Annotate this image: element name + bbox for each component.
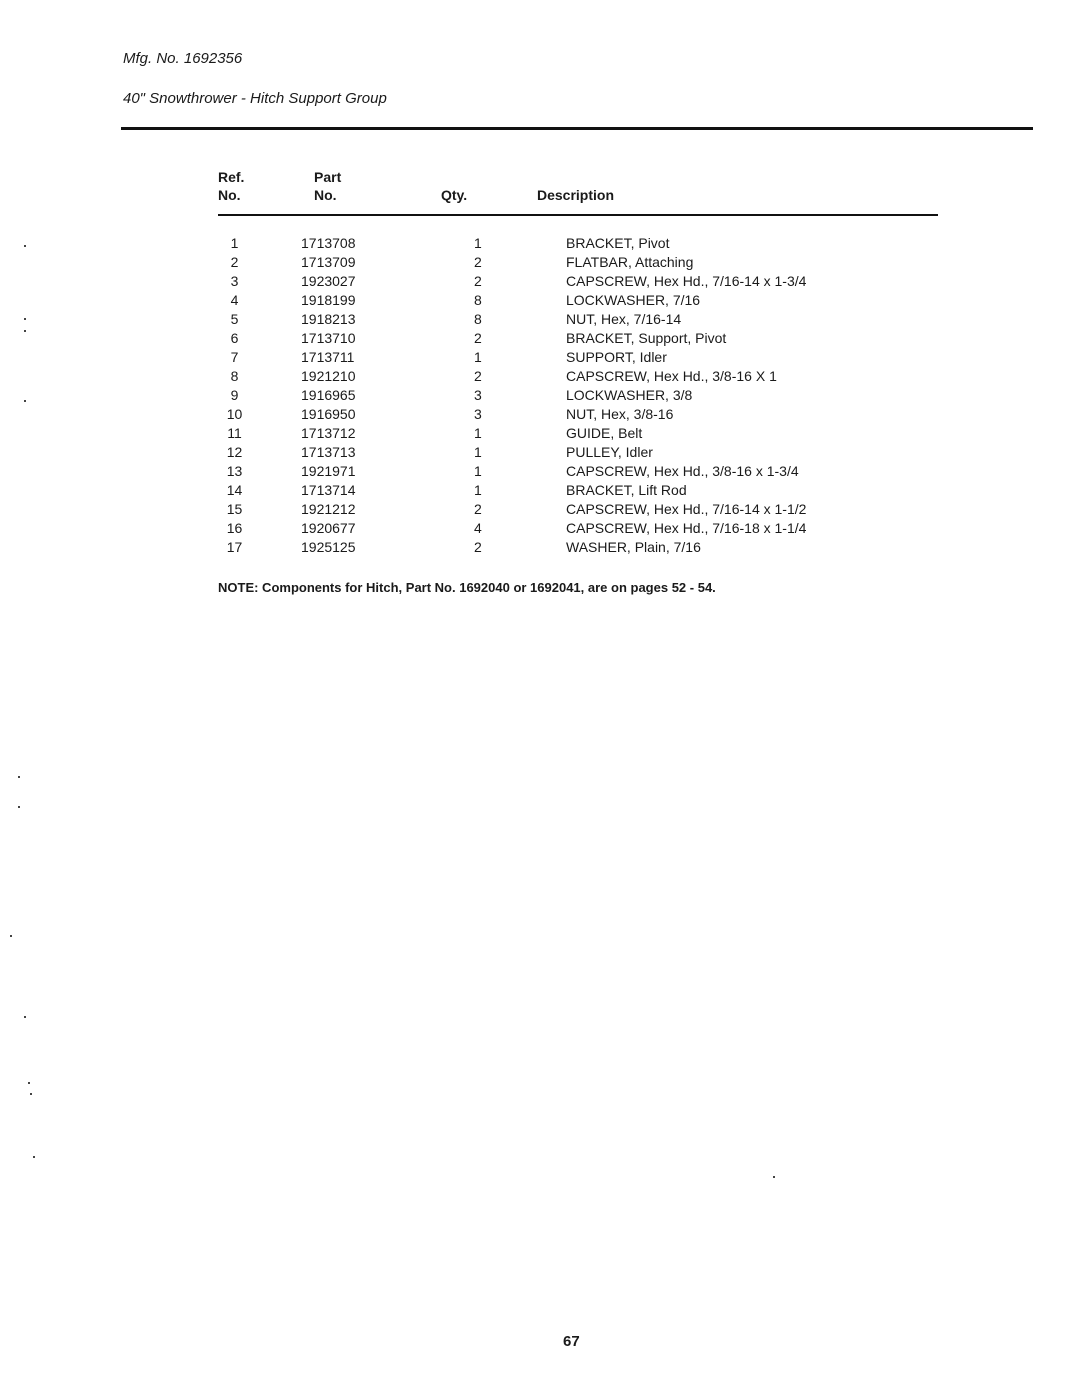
ref-number-cell: 7 (230, 349, 239, 365)
description-cell: GUIDE, Belt (566, 425, 643, 441)
ref-number-cell: 1 (230, 235, 239, 251)
description-cell: NUT, Hex, 7/16-14 (566, 311, 682, 327)
part-number-cell: 1713712 (301, 425, 356, 441)
table-row (218, 405, 806, 424)
table-row (218, 462, 806, 481)
part-number-cell: 1921210 (301, 368, 356, 384)
header-divider (121, 127, 1033, 130)
table-row (218, 234, 806, 253)
ref-number-cell: 17 (226, 539, 243, 555)
description-cell: LOCKWASHER, 7/16 (566, 292, 701, 308)
description-cell: BRACKET, Lift Rod (566, 482, 687, 498)
column-header-ref-line2: No. (218, 187, 241, 203)
quantity-cell: 8 (474, 292, 482, 308)
description-cell: FLATBAR, Attaching (566, 254, 694, 270)
ref-number-cell: 14 (226, 482, 243, 498)
part-number-cell: 1713710 (301, 330, 356, 346)
ref-number-cell: 3 (230, 273, 239, 289)
quantity-cell: 1 (474, 482, 482, 498)
part-number-cell: 1920677 (301, 520, 356, 536)
column-header-part (314, 168, 341, 204)
quantity-cell: 2 (474, 254, 482, 270)
column-header-part-line1: Part (314, 169, 342, 185)
part-number-cell: 1713711 (301, 349, 355, 365)
table-row (218, 519, 806, 538)
quantity-cell: 3 (474, 406, 482, 422)
description-cell: CAPSCREW, Hex Hd., 7/16-14 x 1-3/4 (566, 273, 807, 289)
description-cell: CAPSCREW, Hex Hd., 7/16-14 x 1-1/2 (566, 501, 807, 517)
page-number: 67 (563, 1333, 580, 1350)
quantity-cell: 8 (474, 311, 482, 327)
part-number-cell: 1923027 (301, 273, 356, 289)
ref-number-cell: 10 (226, 406, 243, 422)
quantity-cell: 2 (474, 273, 482, 289)
table-row (218, 329, 806, 348)
table-row (218, 310, 806, 329)
ref-number-cell: 16 (226, 520, 243, 536)
part-number-cell: 1713709 (301, 254, 356, 270)
quantity-cell: 1 (474, 444, 482, 460)
quantity-cell: 2 (474, 539, 482, 555)
ref-number-cell: 6 (230, 330, 239, 346)
quantity-cell: 2 (474, 368, 482, 384)
quantity-cell: 3 (474, 387, 482, 403)
part-number-cell: 1921971 (301, 463, 356, 479)
description-cell: LOCKWASHER, 3/8 (566, 387, 693, 403)
part-number-cell: 1925125 (301, 539, 356, 555)
ref-number-cell: 9 (230, 387, 239, 403)
part-number-cell: 1916950 (301, 406, 356, 422)
ref-number-cell: 13 (226, 463, 243, 479)
quantity-cell: 1 (474, 349, 482, 365)
scan-speck (28, 1082, 30, 1084)
parts-table (218, 234, 806, 557)
ref-number-cell: 12 (226, 444, 243, 460)
note-text: NOTE: Components for Hitch, Part No. 1692040 or 1692041, are on pages 52 - 54. (218, 580, 716, 595)
column-header-divider (218, 214, 938, 216)
ref-number-cell: 8 (230, 368, 239, 384)
part-number-cell: 1713714 (301, 482, 356, 498)
scan-speck (773, 1176, 775, 1178)
description-cell: CAPSCREW, Hex Hd., 7/16-18 x 1-1/4 (566, 520, 807, 536)
quantity-cell: 1 (474, 425, 482, 441)
table-row (218, 481, 806, 500)
ref-number-cell: 2 (230, 254, 239, 270)
description-cell: WASHER, Plain, 7/16 (566, 539, 701, 555)
page-title: 40" Snowthrower - Hitch Support Group (123, 90, 387, 107)
scan-speck (24, 1016, 26, 1018)
column-header-part-line2: No. (314, 187, 337, 203)
part-number-cell: 1713708 (301, 235, 356, 251)
scan-speck (30, 1093, 32, 1095)
ref-number-cell: 15 (226, 501, 243, 517)
scan-speck (24, 400, 26, 402)
description-cell: CAPSCREW, Hex Hd., 3/8-16 x 1-3/4 (566, 463, 799, 479)
scan-speck (24, 245, 26, 247)
column-header-ref-line1: Ref. (218, 169, 245, 185)
scan-speck (18, 806, 20, 808)
part-number-cell: 1918213 (301, 311, 356, 327)
column-header-description: Description (537, 187, 615, 203)
scan-speck (24, 330, 26, 332)
table-row (218, 500, 806, 519)
table-row (218, 424, 806, 443)
scan-speck (18, 776, 20, 778)
ref-number-cell: 11 (227, 425, 242, 441)
table-row (218, 538, 806, 557)
part-number-cell: 1713713 (301, 444, 356, 460)
table-row (218, 443, 806, 462)
table-row (218, 348, 806, 367)
quantity-cell: 1 (474, 235, 482, 251)
quantity-cell: 4 (474, 520, 482, 536)
part-number-cell: 1918199 (301, 292, 356, 308)
description-cell: BRACKET, Pivot (566, 235, 670, 251)
table-row (218, 386, 806, 405)
description-cell: NUT, Hex, 3/8-16 (566, 406, 674, 422)
description-cell: BRACKET, Support, Pivot (566, 330, 727, 346)
table-row (218, 367, 806, 386)
table-row (218, 272, 806, 291)
description-cell: SUPPORT, Idler (566, 349, 667, 365)
table-row (218, 291, 806, 310)
quantity-cell: 1 (474, 463, 482, 479)
parts-table-body (218, 234, 806, 557)
part-number-cell: 1916965 (301, 387, 356, 403)
ref-number-cell: 5 (230, 311, 239, 327)
table-row (218, 253, 806, 272)
column-header-ref (218, 168, 244, 204)
column-header-qty: Qty. (441, 187, 468, 203)
quantity-cell: 2 (474, 330, 482, 346)
quantity-cell: 2 (474, 501, 482, 517)
scan-speck (10, 935, 12, 937)
scan-speck (24, 318, 26, 320)
part-number-cell: 1921212 (301, 501, 356, 517)
scan-speck (33, 1156, 35, 1158)
ref-number-cell: 4 (230, 292, 239, 308)
description-cell: PULLEY, Idler (566, 444, 653, 460)
mfg-number: Mfg. No. 1692356 (123, 50, 243, 67)
description-cell: CAPSCREW, Hex Hd., 3/8-16 X 1 (566, 368, 777, 384)
